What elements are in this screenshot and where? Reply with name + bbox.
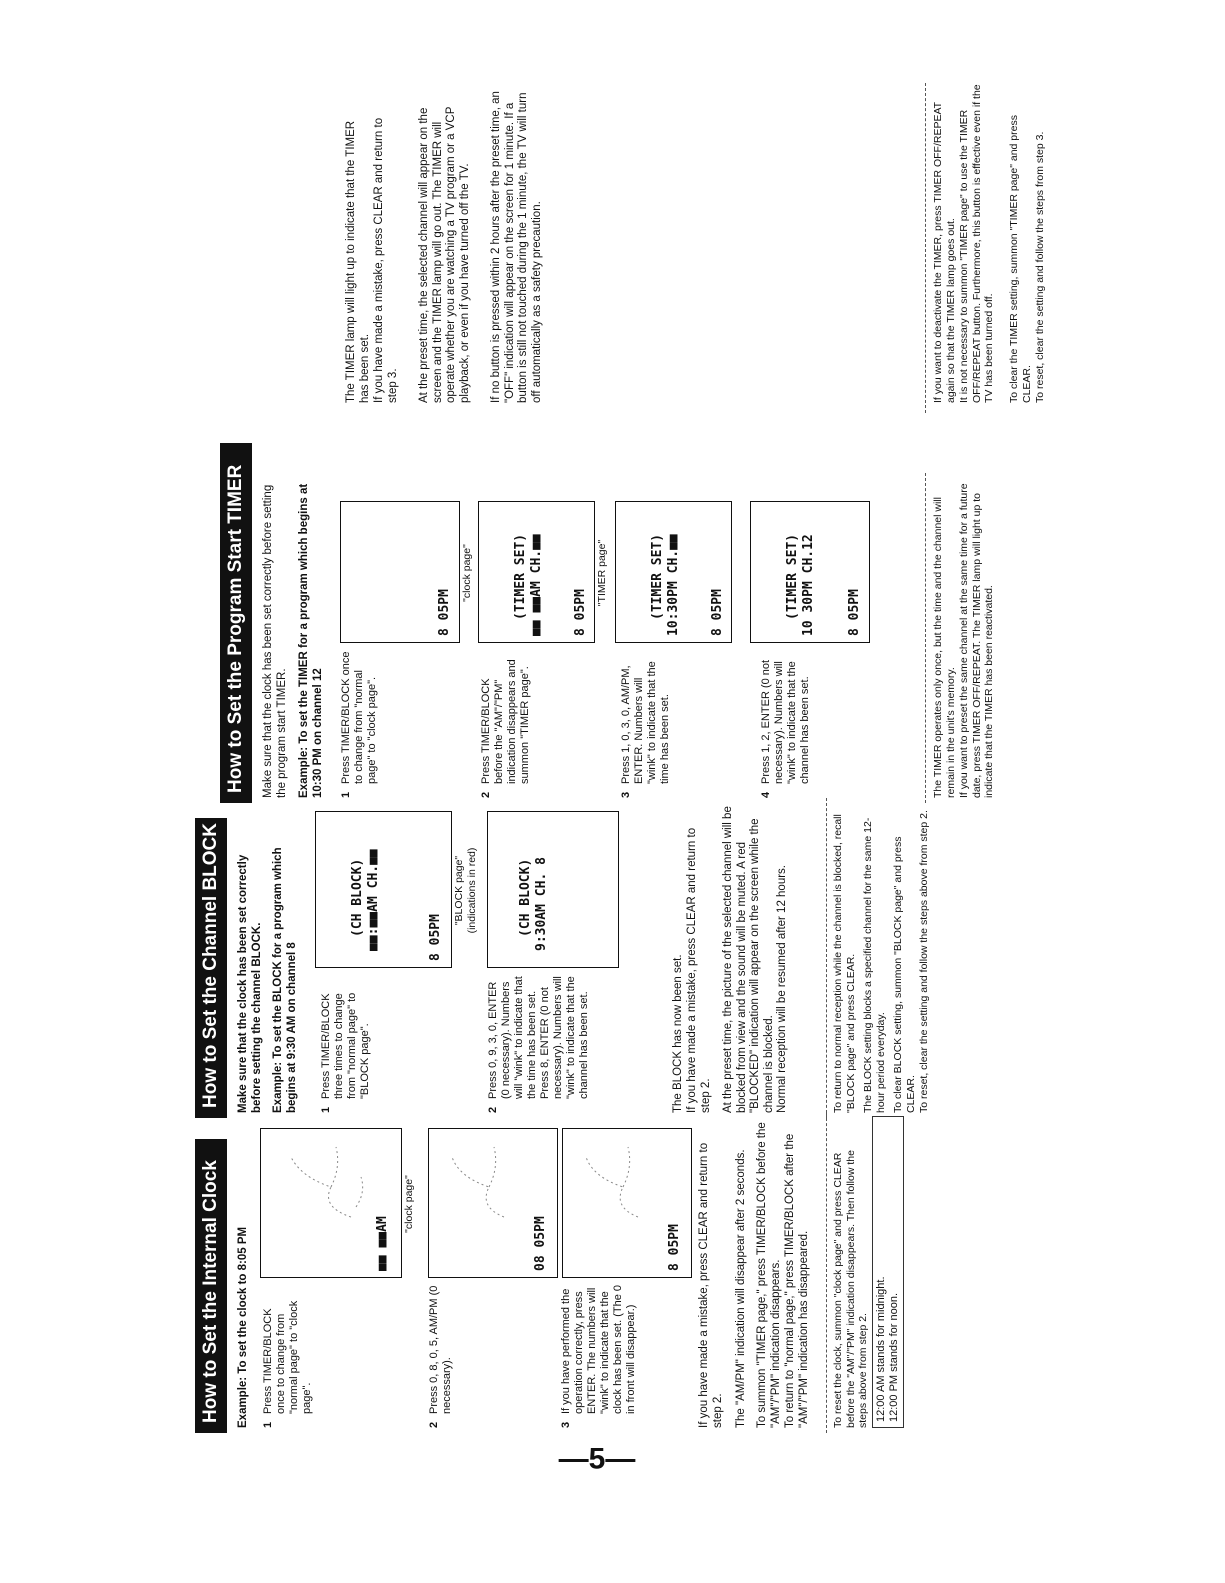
- clock-summon: To summon "TIMER page," press TIMER/BLOCK before the "AM"/"PM" indication disappears.: [756, 1122, 782, 1428]
- timer-preset-same: If you want to preset the same channel at the same time for a future date, press TIMER OFF/REPEAT. The TIMER lamp will light up to indicate that the TIMER has been reactivated.: [958, 483, 995, 798]
- divider: [826, 1113, 827, 1433]
- divider: [826, 798, 827, 1118]
- block-preset: At the preset time, the picture of the selected channel will be blocked from view and the sound will be muted. A red "BLOCKED" indication will appear on the screen while the channel is blocked.: [722, 806, 775, 1113]
- timer-screen-4-time: 8 05PM: [847, 589, 862, 636]
- block-title: How to Set the Channel BLOCK: [195, 818, 227, 1118]
- timer-example: Example: To set the TIMER for a program which begins at 10:30 PM on channel 12: [298, 483, 324, 798]
- clock-return: To return to "normal page," press TIMER/BLOCK after the "AM"/"PM" indication has disappeared.: [784, 1133, 810, 1428]
- clock-screen-1-display: ■■ ■■AM: [375, 1216, 390, 1271]
- timer-screen-2-time: 8 05PM: [573, 589, 588, 636]
- timer-step-3-text: Press 1, 0, 3, 0, AM/PM, ENTER. Numbers will "wink" to indicate that the time has been set.: [620, 661, 671, 784]
- page-number: —5—: [558, 1442, 636, 1476]
- clock-step-1-text: Press TIMER/BLOCK once to change from "normal page" to "clock page".: [262, 1300, 313, 1414]
- timer-screen-2-caption: "TIMER page": [596, 539, 608, 607]
- divider: [925, 473, 926, 803]
- clock-example: Example: To set the clock to 8:05 PM: [237, 1226, 249, 1428]
- woman-figure-icon: [281, 1137, 371, 1237]
- timer-no-button: If no button is pressed within 2 hours after the preset time, an "OFF" indication will appear on the screen for 1 minute. If a button is still not touched during the 1 minute, the TV will turn off automatically as a safety precaution.: [490, 91, 543, 403]
- timer-lamp: The TIMER lamp will light up to indicate that the TIMER has been set.: [345, 120, 371, 403]
- clock-step-2-text: Press 0, 8, 0, 5, AM/PM (0 necessary).: [428, 1285, 453, 1414]
- timer-clear: To clear the TIMER setting, summon "TIMER page" and press CLEAR.: [1008, 115, 1033, 403]
- block-screen-1-caption: "BLOCK page": [453, 855, 465, 926]
- timer-reset: To reset, clear the setting and follow the steps from step 3.: [1034, 131, 1046, 403]
- timer-mistake: If you have made a mistake, press CLEAR and return to step 3.: [373, 117, 399, 403]
- block-intro: Make sure that the clock has been set correctly before setting the channel BLOCK.: [237, 854, 263, 1113]
- timer-not-necessary: It is not necessary to summon "TIMER page" to use the TIMER OFF/REPEAT button. Furthermore, this button is effective even if the TV has been turned off.: [958, 84, 995, 403]
- timer-screen-1: [340, 501, 460, 643]
- clock-ampm-note: The "AM/PM" indication will disappear after 2 seconds.: [735, 1149, 747, 1428]
- clock-mistake: If you have made a mistake, press CLEAR and return to step 2.: [698, 1142, 724, 1428]
- block-screen-1: [315, 811, 452, 968]
- timer-once: The TIMER operates only once, but the time and the channel will remain in the unit's memory.: [932, 497, 957, 798]
- clock-step-3-text: If you have performed the operation correctly, press ENTER. The numbers will "wink" to indicate that the clock has been set. (The 0 in front will disappear.): [560, 1284, 637, 1414]
- timer-screen-4: [750, 501, 870, 643]
- clock-screen-2: [428, 1128, 558, 1278]
- timer-screen-4-line-2: 10 30PM CH.12: [801, 534, 816, 636]
- block-set-message: The BLOCK has now been set.: [672, 954, 684, 1113]
- timer-deactivate: If you want to deactivate the TIMER, press TIMER OFF/REPEAT again so that the TIMER lamp goes out.: [932, 102, 957, 403]
- block-screen-1-caption-2: (indications in red): [466, 847, 478, 934]
- timer-screen-3-time: 8 05PM: [710, 589, 725, 636]
- clock-midnight-box: [872, 1116, 904, 1428]
- block-screen-1-line-2: ■■:■■AM CH.■■: [366, 849, 381, 951]
- timer-screen-1-caption: "clock page": [461, 544, 473, 602]
- block-screen-1-time: 8 05PM: [428, 914, 443, 961]
- clock-box-line-1: 12:00 AM stands for midnight.: [875, 1276, 887, 1422]
- block-resume: Normal reception will be resumed after 12 hours.: [776, 864, 788, 1113]
- clock-box-line-2: 12:00 PM stands for noon.: [888, 1292, 900, 1422]
- block-return: To return to normal reception while the channel is blocked, recall "BLOCK page" and press CLEAR.: [832, 814, 857, 1113]
- timer-step-2-text: Press TIMER/BLOCK before the "AM"/"PM" indication disappears and summon "TIMER page".: [480, 659, 531, 784]
- timer-screen-1-time: 8 05PM: [437, 589, 452, 636]
- block-mistake: If you have made a mistake, press CLEAR and return to step 2.: [686, 827, 712, 1113]
- clock-screen-2-display: 08 05PM: [533, 1216, 548, 1271]
- timer-intro: Make sure that the clock has been set correctly before setting the program start TIMER.: [262, 484, 288, 798]
- timer-screen-3-line-2: 10:30PM CH.■■: [666, 534, 681, 636]
- block-step-2-text: Press 0, 9, 3, 0, ENTER (0 necessary). Numbers will "wink" to indicate that the time has been set. Press 8, ENTER (0 not necessary). Numbers will "wink" to indicate that the channel has been set.: [487, 976, 590, 1099]
- rotated-page: How to Set the Internal Clock Example: To set the clock to 8:05 PM 1 Press TIMER/BLOCK once to change from "normal page" to "clock page". ■■ ■■AM "clock page" 2 Press 0, 8, 0, 5, AM/PM (0 necessary). 08 05PM 3 If you have performed the operation correctly, press ENTER. The numbers will "wink" to indicate that the clock has been set. (The 0 in front will disappear.) 8 05PM If you have made a mistake, press CLEAR and return to step 2. The "AM/PM" indication will disappear after 2 seconds. To summon "TIMER page," press TIMER/BLOCK before the "AM"/"PM" indication disappears. To return to "normal page," press TIMER/BLOCK after the "AM"/"PM" indication has disappeared. To reset the clock, summon "clock page" and press CLEAR before the "AM"/"PM" indication disappears. Then follow the steps above from step 2. 12:00 AM stands for midnight. 12:00 PM stands for noon. How to Set the Channel BLOCK Make sure that the clock has been set correctly before setting the channel BLOCK. Example: To set the BLOCK for a program which begins at 9:30 AM on channel 8 1 Press TIMER/BLOCK three times to change from "normal page" to "BLOCK page". (CH BLOCK) ■■:■■AM CH.■■ 8 05PM "BLOCK page" (indications in red) 2 Press 0, 9, 3, 0, ENTER (0 necessary). Numbers will "wink" to indicate that the time has been set. Press 8, ENTER (0 not necessary). Numbers will "wink" to indicate that the channel has been set. (CH BLOCK) 9:30AM CH. 8 The BLOCK has now been set. If you have made a mistake, press CLEAR and return to step 2. At the preset time, the picture of the selected channel will be blocked from view and the sound will be muted. A red "BLOCKED" indication will appear on the screen while the channel is blocked. Normal reception will be resumed after 12 hours. To return to normal reception while the channel is blocked, recall "BLOCK page" and press CLEAR. The BLOCK setting blocks a specified channel for the same 12-hour period everyday. To clear BLOCK setting, summon "BLOCK page" and press CLEAR. To reset, clear the setting and follow the steps above from step 2. How to Set the Program Start TIMER Make sure that the clock has been set correctly before setting the program start TIMER. Example: To set the TIMER for a program which begins at 10:30 PM on channel 12 1 Press TIMER/BLOCK once to change from "normal page" to "clock page". 8 05PM "clock page" 2 Press TIMER/BLOCK before the "AM"/"PM" indication disappears and summon "TIMER page". (TIMER SET) ■■ ■■AM CH.■■ 8 05PM "TIMER page" 3 Press 1, 0, 3, 0, AM/PM, ENTER. Numbers will "wink" to indicate that the time has been set. (TIMER SET) 10:30PM CH.■■ 8 05PM 4 Press 1, 2, ENTER (0 not necessary). Numbers will "wink" to indicate that the channel has been set. (TIMER SET) 10 30PM CH.12 8 05PM The TIMER operates only once, but the time and the channel will remain in the unit's memory. If you want to preset the same channel at the same time for a future date, press TIMER OFF/REPEAT. The TIMER lamp will light up to indicate that the TIMER has been reactivated. The TIMER lamp will light up to indicate that the TIMER has been set. If you have made a mistake, press CLEAR and return to step 3. At the preset time, the selected channel will appear on the screen and the TIMER lamp will go out. The TIMER will operate whether you are watching a TV program or a VCP playback, or even if you have turned off the TV. If no button is pressed within 2 hours after the preset time, an "OFF" indication will appear on the screen for 1 minute. If a button is still not touched during the 1 minute, the TV will turn off automatically as a safety precaution. If you want to deactivate the TIMER, press TIMER OFF/REPEAT again so that the TIMER lamp goes out. It is not necessary to summon "TIMER page" to use the TIMER OFF/REPEAT button. Furthermore, this button is effective even if the TV has been turned off. To clear the TIMER setting, summon "TIMER page" and press CLEAR. To reset, clear the setting and follow the steps from step 3. —5—: [0, 0, 1225, 1583]
- clock-screen-1: [260, 1128, 402, 1278]
- timer-preset: At the preset time, the selected channel will appear on the screen and the TIMER lamp will go out. The TIMER will operate whether you are watching a TV program or a VCP playback, or even if you have turned off the TV.: [418, 106, 471, 403]
- woman-figure-icon: [444, 1137, 524, 1237]
- timer-screen-2: [478, 501, 595, 643]
- timer-screen-3-line-1: (TIMER SET): [650, 533, 665, 620]
- timer-screen-2-line-1: (TIMER SET): [513, 533, 528, 620]
- timer-screen-4-line-1: (TIMER SET): [785, 533, 800, 620]
- block-screen-2-line-2: 9:30AM CH. 8: [534, 857, 549, 951]
- block-reset: To reset, clear the setting and follow the steps above from step 2.: [918, 810, 930, 1113]
- clock-title: How to Set the Internal Clock: [195, 1139, 227, 1433]
- clock-screen-1-caption: "clock page": [403, 1175, 415, 1233]
- divider: [925, 83, 926, 413]
- woman-figure-icon: [578, 1137, 658, 1237]
- block-step-1-text: Press TIMER/BLOCK three times to change from "normal page" to "BLOCK page".: [320, 992, 371, 1099]
- block-everyday: The BLOCK setting blocks a specified channel for the same 12-hour period everyday.: [862, 817, 887, 1113]
- block-clear: To clear BLOCK setting, summon "BLOCK page" and press CLEAR.: [892, 836, 917, 1113]
- timer-step-4-text: Press 1, 2, ENTER (0 not necessary). Numbers will "wink" to indicate that the channel has been set.: [760, 659, 811, 784]
- block-screen-1-line-1: (CH BLOCK): [350, 858, 365, 937]
- block-screen-2: [487, 811, 619, 968]
- timer-screen-3: [615, 501, 732, 643]
- clock-reset: To reset the clock, summon "clock page" and press CLEAR before the "AM"/"PM" indication disappears. Then follow the steps above from step 2.: [832, 1150, 869, 1428]
- block-example: Example: To set the BLOCK for a program which begins at 9:30 AM on channel 8: [272, 847, 298, 1113]
- timer-title: How to Set the Program Start TIMER: [220, 443, 252, 803]
- block-screen-2-line-1: (CH BLOCK): [518, 858, 533, 937]
- clock-screen-3-display: 8 05PM: [667, 1224, 682, 1271]
- clock-screen-3: [562, 1128, 692, 1278]
- timer-screen-2-line-2: ■■ ■■AM CH.■■: [529, 534, 544, 636]
- timer-step-1-text: Press TIMER/BLOCK once to change from "normal page" to "clock page".: [340, 651, 378, 784]
